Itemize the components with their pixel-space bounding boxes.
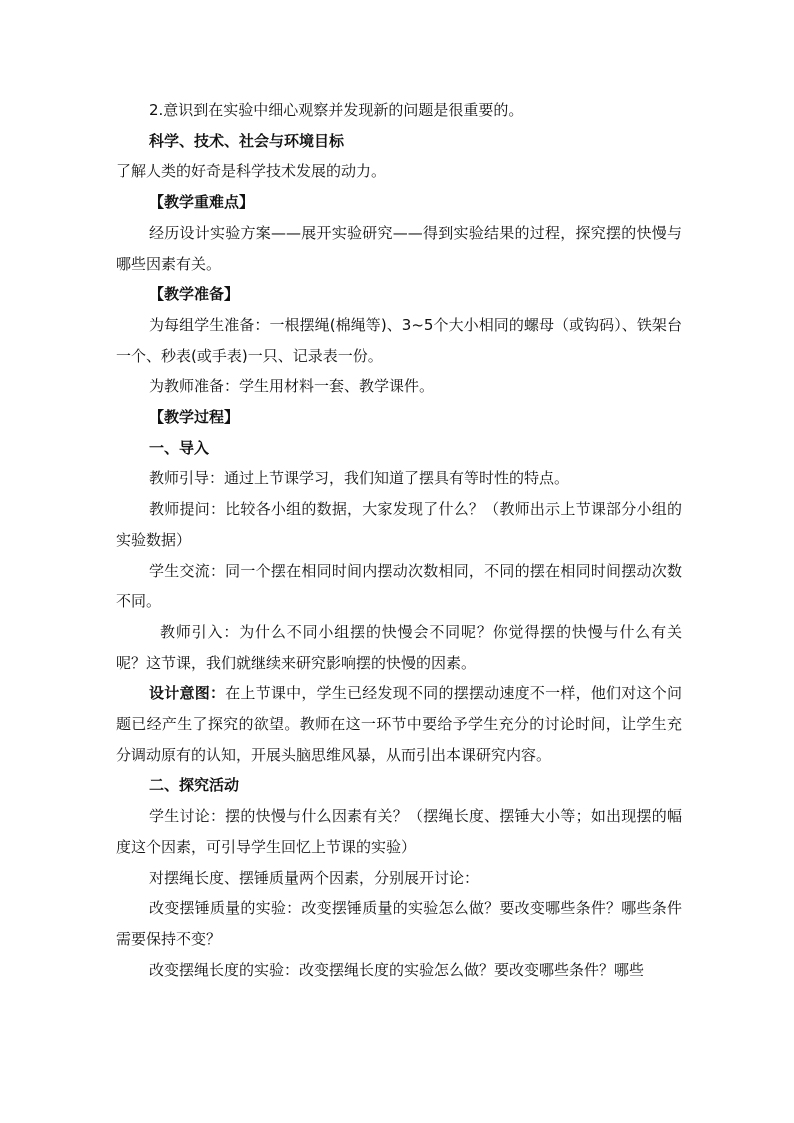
subheading-introduction: 一、导入: [149, 438, 210, 457]
objective-item-2: 2.意识到在实验中细心观察并发现新的问题是很重要的。: [149, 101, 524, 119]
section-heading-process: 【教学过程】: [149, 408, 240, 427]
sts-goal-text: 了解人类的好奇是科学技术发展的动力。: [116, 162, 387, 181]
design-intent-text: 在上节课中，学生已经发现不同的摆摆动速度不一样，他们对这个问题已经产生了探究的欲望。教师在这一环节中要给予学生充分的讨论时间，让学生充分调动原有的认知，开展头脑思维风暴，从而引出本课研究内容。: [116, 684, 682, 764]
length-experiment-text: 改变摆绳长度的实验：改变摆绳长度的实验怎么做？要改变哪些条件？哪些: [149, 960, 645, 979]
section-heading-key-points: 【教学重难点】: [149, 193, 255, 212]
section-heading-sts-goals: 科学、技术、社会与环境目标: [149, 131, 345, 150]
key-points-text: 经历设计实验方案——展开实验研究——得到实验结果的过程，探究摆的快慢与哪些因素有关。: [116, 223, 682, 273]
teacher-preparation-text: 为教师准备：学生用材料一套、教学课件。: [149, 377, 435, 396]
student-exchange-text: 学生交流：同一个摆在相同时间内摆动次数相同，不同的摆在相同时间摆动次数不同。: [116, 561, 682, 611]
student-preparation-text: 为每组学生准备：一根摆绳(棉绳等)、3~5个大小相同的螺母（或钩码）、铁架台一个、秒表(或手表)一只、记录表一份。: [116, 315, 682, 365]
subheading-inquiry-activity: 二、探究活动: [149, 776, 240, 795]
teacher-question-text: 教师提问：比较各小组的数据，大家发现了什么？（教师出示上节课部分小组的实验数据）: [116, 500, 682, 549]
factor-discussion-text: 对摆绳长度、摆锤质量两个因素，分别展开讨论：: [149, 868, 480, 887]
document-body: [116, 95, 682, 985]
teacher-guide-text: 教师引导：通过上节课学习，我们知道了摆具有等时性的特点。: [149, 469, 570, 488]
teacher-introduce-text: 教师引入：为什么不同小组摆的快慢会不同呢？你觉得摆的快慢与什么有关呢？这节课，我们就继续来研究影响摆的快慢的因素。: [116, 622, 682, 672]
section-heading-preparation: 【教学准备】: [149, 285, 240, 304]
design-intent-paragraph: [116, 678, 682, 770]
student-discussion-text: 学生讨论：摆的快慢与什么因素有关？（摆绳长度、摆锤大小等；如出现摆的幅度这个因素，可引导学生回忆上节课的实验）: [116, 807, 682, 856]
design-intent-label: 设计意图：: [149, 684, 226, 703]
mass-experiment-text: 改变摆锤质量的实验：改变摆锤质量的实验怎么做？要改变哪些条件？哪些条件需要保持不变？: [116, 899, 682, 948]
